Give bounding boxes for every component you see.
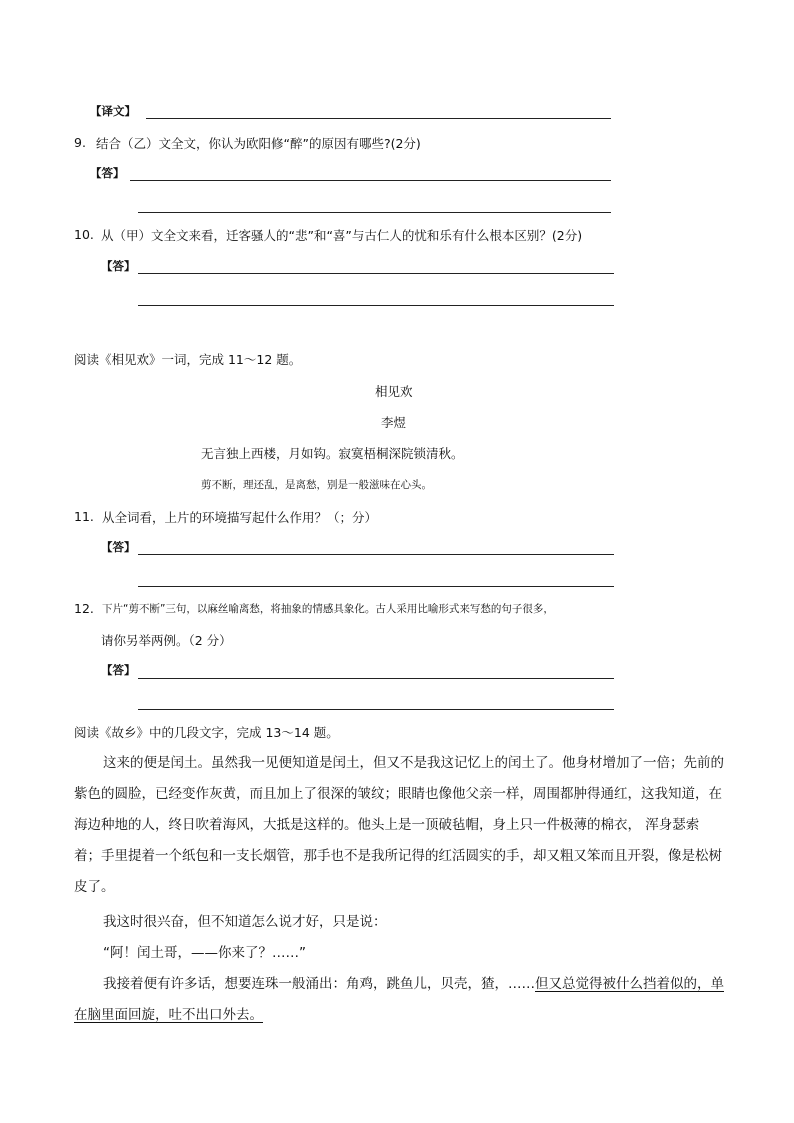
- q9-number: 9.: [74, 135, 86, 150]
- poem-author: 李煜: [381, 415, 407, 430]
- q12-number: 12.: [74, 601, 94, 616]
- story-paragraph-2: 我这时很兴奋，但不知道怎么说才好，只是说：: [103, 914, 387, 930]
- story-paragraph-4: [74, 969, 724, 1031]
- q12-answer-line-2[interactable]: [138, 709, 614, 710]
- q12-text-line-2: 请你另举两例。（2 分）: [101, 633, 232, 648]
- story-paragraph-4-text: 我接着便有许多话，想要连珠一般涌出：角鸡，跳鱼儿，贝壳，猹，……: [103, 976, 535, 992]
- q11-answer-label: 【答】: [101, 540, 136, 554]
- story-paragraph-1: 这来的便是闰土。虽然我一见便知道是闰土，但又不是我这记忆上的闰土了。他身材增加了一倍；先前的紫色的圆脸，已经变作灰黄，而且加上了很深的皱纹；眼睛也像他父亲一样，周围都肿得通红，这我知道，在海边种地的人，终日吹着海风，大抵是这样的。他头上是一顶破毡帽，身上只一件极薄的棉衣， 浑身瑟索着；手里提着一个纸包和一支长烟管，那手也不是我所记得的红活圆实的手，却又粗又笨而且开裂，像是松树皮了。: [74, 755, 724, 895]
- translation-label: 【译文】: [90, 104, 136, 118]
- translation-answer-line[interactable]: [146, 118, 611, 119]
- q11-text: 从全词看，上片的环境描写起什么作用？（；分）: [102, 510, 378, 525]
- q12-text-line-1: 下片“剪不断”三句，以麻丝喻离愁，将抽象的情感具象化。古人采用比喻形式来写愁的句子很多，: [102, 603, 554, 615]
- q10-answer-line-1[interactable]: [138, 273, 614, 274]
- q9-answer-line-2[interactable]: [138, 212, 611, 213]
- poem-line-1: 无言独上西楼，月如钩。寂寞梧桐深院锁清秋。: [201, 446, 464, 461]
- q11-number: 11.: [74, 509, 94, 524]
- q12-answer-label: 【答】: [101, 663, 136, 677]
- poem-title: 相见欢: [375, 384, 413, 399]
- reading1-intro: 阅读《相见欢》一词，完成 11～12 题。: [74, 352, 302, 367]
- story-paragraph-4-underlined: 但又总觉得被什么挡着似的，单在脑里面回旋，吐不出口外去。: [74, 976, 724, 1023]
- q10-number: 10.: [74, 227, 94, 242]
- q9-answer-label: 【答】: [90, 166, 125, 180]
- poem-line-2: 剪不断，理还乱，是离愁，别是一般滋味在心头。: [201, 479, 432, 491]
- q10-text: 从（甲）文全文来看，迁客骚人的“悲”和“喜”与古仁人的忧和乐有什么根本区别？(2分): [101, 228, 583, 243]
- story-paragraph-3: “阿！闰土哥，——你来了？……”: [103, 945, 306, 961]
- q12-answer-line-1[interactable]: [138, 678, 614, 679]
- q9-text: 结合（乙）文全文，你认为欧阳修“醉”的原因有哪些?(2分): [96, 136, 421, 151]
- q11-answer-line-1[interactable]: [138, 554, 614, 555]
- q9-answer-line-1[interactable]: [130, 180, 611, 181]
- q10-answer-line-2[interactable]: [138, 305, 614, 306]
- reading2-intro: 阅读《故乡》中的几段文字，完成 13～14 题。: [74, 725, 339, 740]
- q10-answer-label: 【答】: [101, 259, 136, 273]
- q11-answer-line-2[interactable]: [138, 586, 614, 587]
